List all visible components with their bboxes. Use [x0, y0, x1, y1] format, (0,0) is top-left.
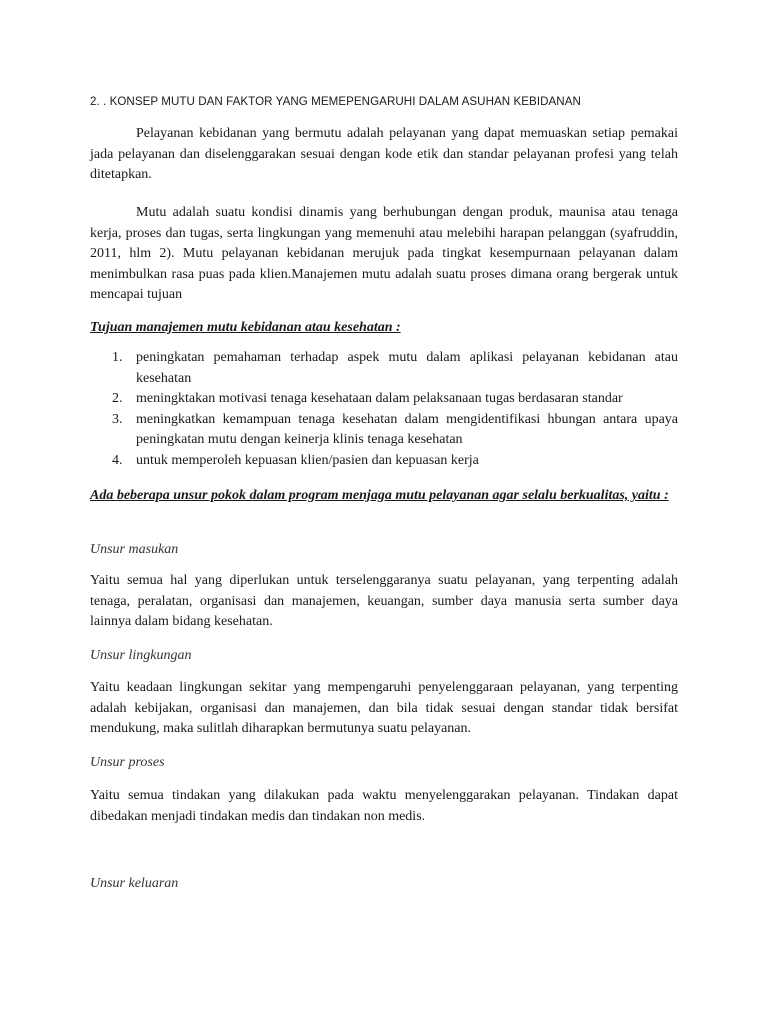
list-item-text: untuk memperoleh kepuasan klien/pasien dan kepuasan kerja [136, 452, 479, 468]
unsur-proses-title: Unsur proses [90, 755, 165, 770]
list-item-number: 2. [112, 391, 123, 406]
unsur-masukan-title: Unsur masukan [90, 542, 179, 557]
tujuan-list [90, 348, 678, 471]
list-item [90, 348, 678, 389]
list-item-number: 4. [112, 452, 123, 468]
list-item-number: 1. [112, 350, 123, 365]
paragraph-mutu: Mutu adalah suatu kondisi dinamis yang berhubungan dengan produk, maunisa atau tenaga kerja, proses dan tugas, serta lingkungan yang memenuhi atau melebihi harapan pelanggan (syafruddin, 2011, hlm 2). Mutu pelayanan kebidanan merujuk pada tingkat kesempurnaan pelayanan dalam menimbulkan rasa puas pada klien.Manajemen mutu adalah suatu proses dimana orang bergerak untuk mencapai tujuan [90, 205, 678, 302]
unsur-masukan-text: Yaitu semua hal yang diperlukan untuk terselenggaranya suatu pelayanan, yang terpenting adalah tenaga, peralatan, organisasi dan manajemen, keuangan, sumber daya manusia serta sumber daya lainnya dalam bidang kesehatan. [90, 573, 678, 629]
list-item-text: meningktakan motivasi tenaga kesehataan dalam pelaksanaan tugas berdasaran standar [136, 391, 623, 406]
list-item [90, 410, 678, 451]
paragraph-pelayanan: Pelayanan kebidanan yang bermutu adalah pelayanan yang dapat memuaskan setiap pemakai jada pelayanan dan diselenggarakan sesuai dengan kode etik dan standar pelayanan profesi yang telah ditetapkan. [90, 126, 678, 182]
unsur-proses-text: Yaitu semua tindakan yang dilakukan pada waktu menyelenggarakan pelayanan. Tindakan dapat dibedakan menjadi tindakan medis dan tindakan non medis. [90, 788, 678, 824]
list-item-number: 3. [112, 411, 123, 427]
list-item-text: peningkatan pemahaman terhadap aspek mutu dalam aplikasi pelayanan kebidanan atau kesehatan [136, 350, 678, 386]
list-item-text: meningkatkan kemampuan tenaga kesehatan dalam mengidentifikasi hbungan antara upaya peningkatan mutu dengan keinerja klinis tenaga kesehatan [136, 411, 678, 447]
unsur-heading: Ada beberapa unsur pokok dalam program menjaga mutu pelayanan agar selalu berkualitas, yaitu : [90, 488, 669, 503]
tujuan-heading: Tujuan manajemen mutu kebidanan atau kesehatan : [90, 320, 401, 335]
unsur-keluaran-title: Unsur keluaran [90, 876, 179, 891]
unsur-lingkungan-text: Yaitu keadaan lingkungan sekitar yang mempengaruhi penyelenggaraan pelayanan, yang terpenting adalah kebijakan, organisasi dan manajemen, dan bila tidak sesuai dengan standar tidak bersifat mendukung, maka sulitlah diharapkan bermutunya suatu pelayanan. [90, 680, 678, 736]
list-item [90, 389, 678, 410]
document-heading: 2. . KONSEP MUTU DAN FAKTOR YANG MEMEPENGARUHI DALAM ASUHAN KEBIDANAN [90, 95, 581, 108]
list-item [90, 451, 678, 472]
unsur-lingkungan-title: Unsur lingkungan [90, 648, 192, 663]
